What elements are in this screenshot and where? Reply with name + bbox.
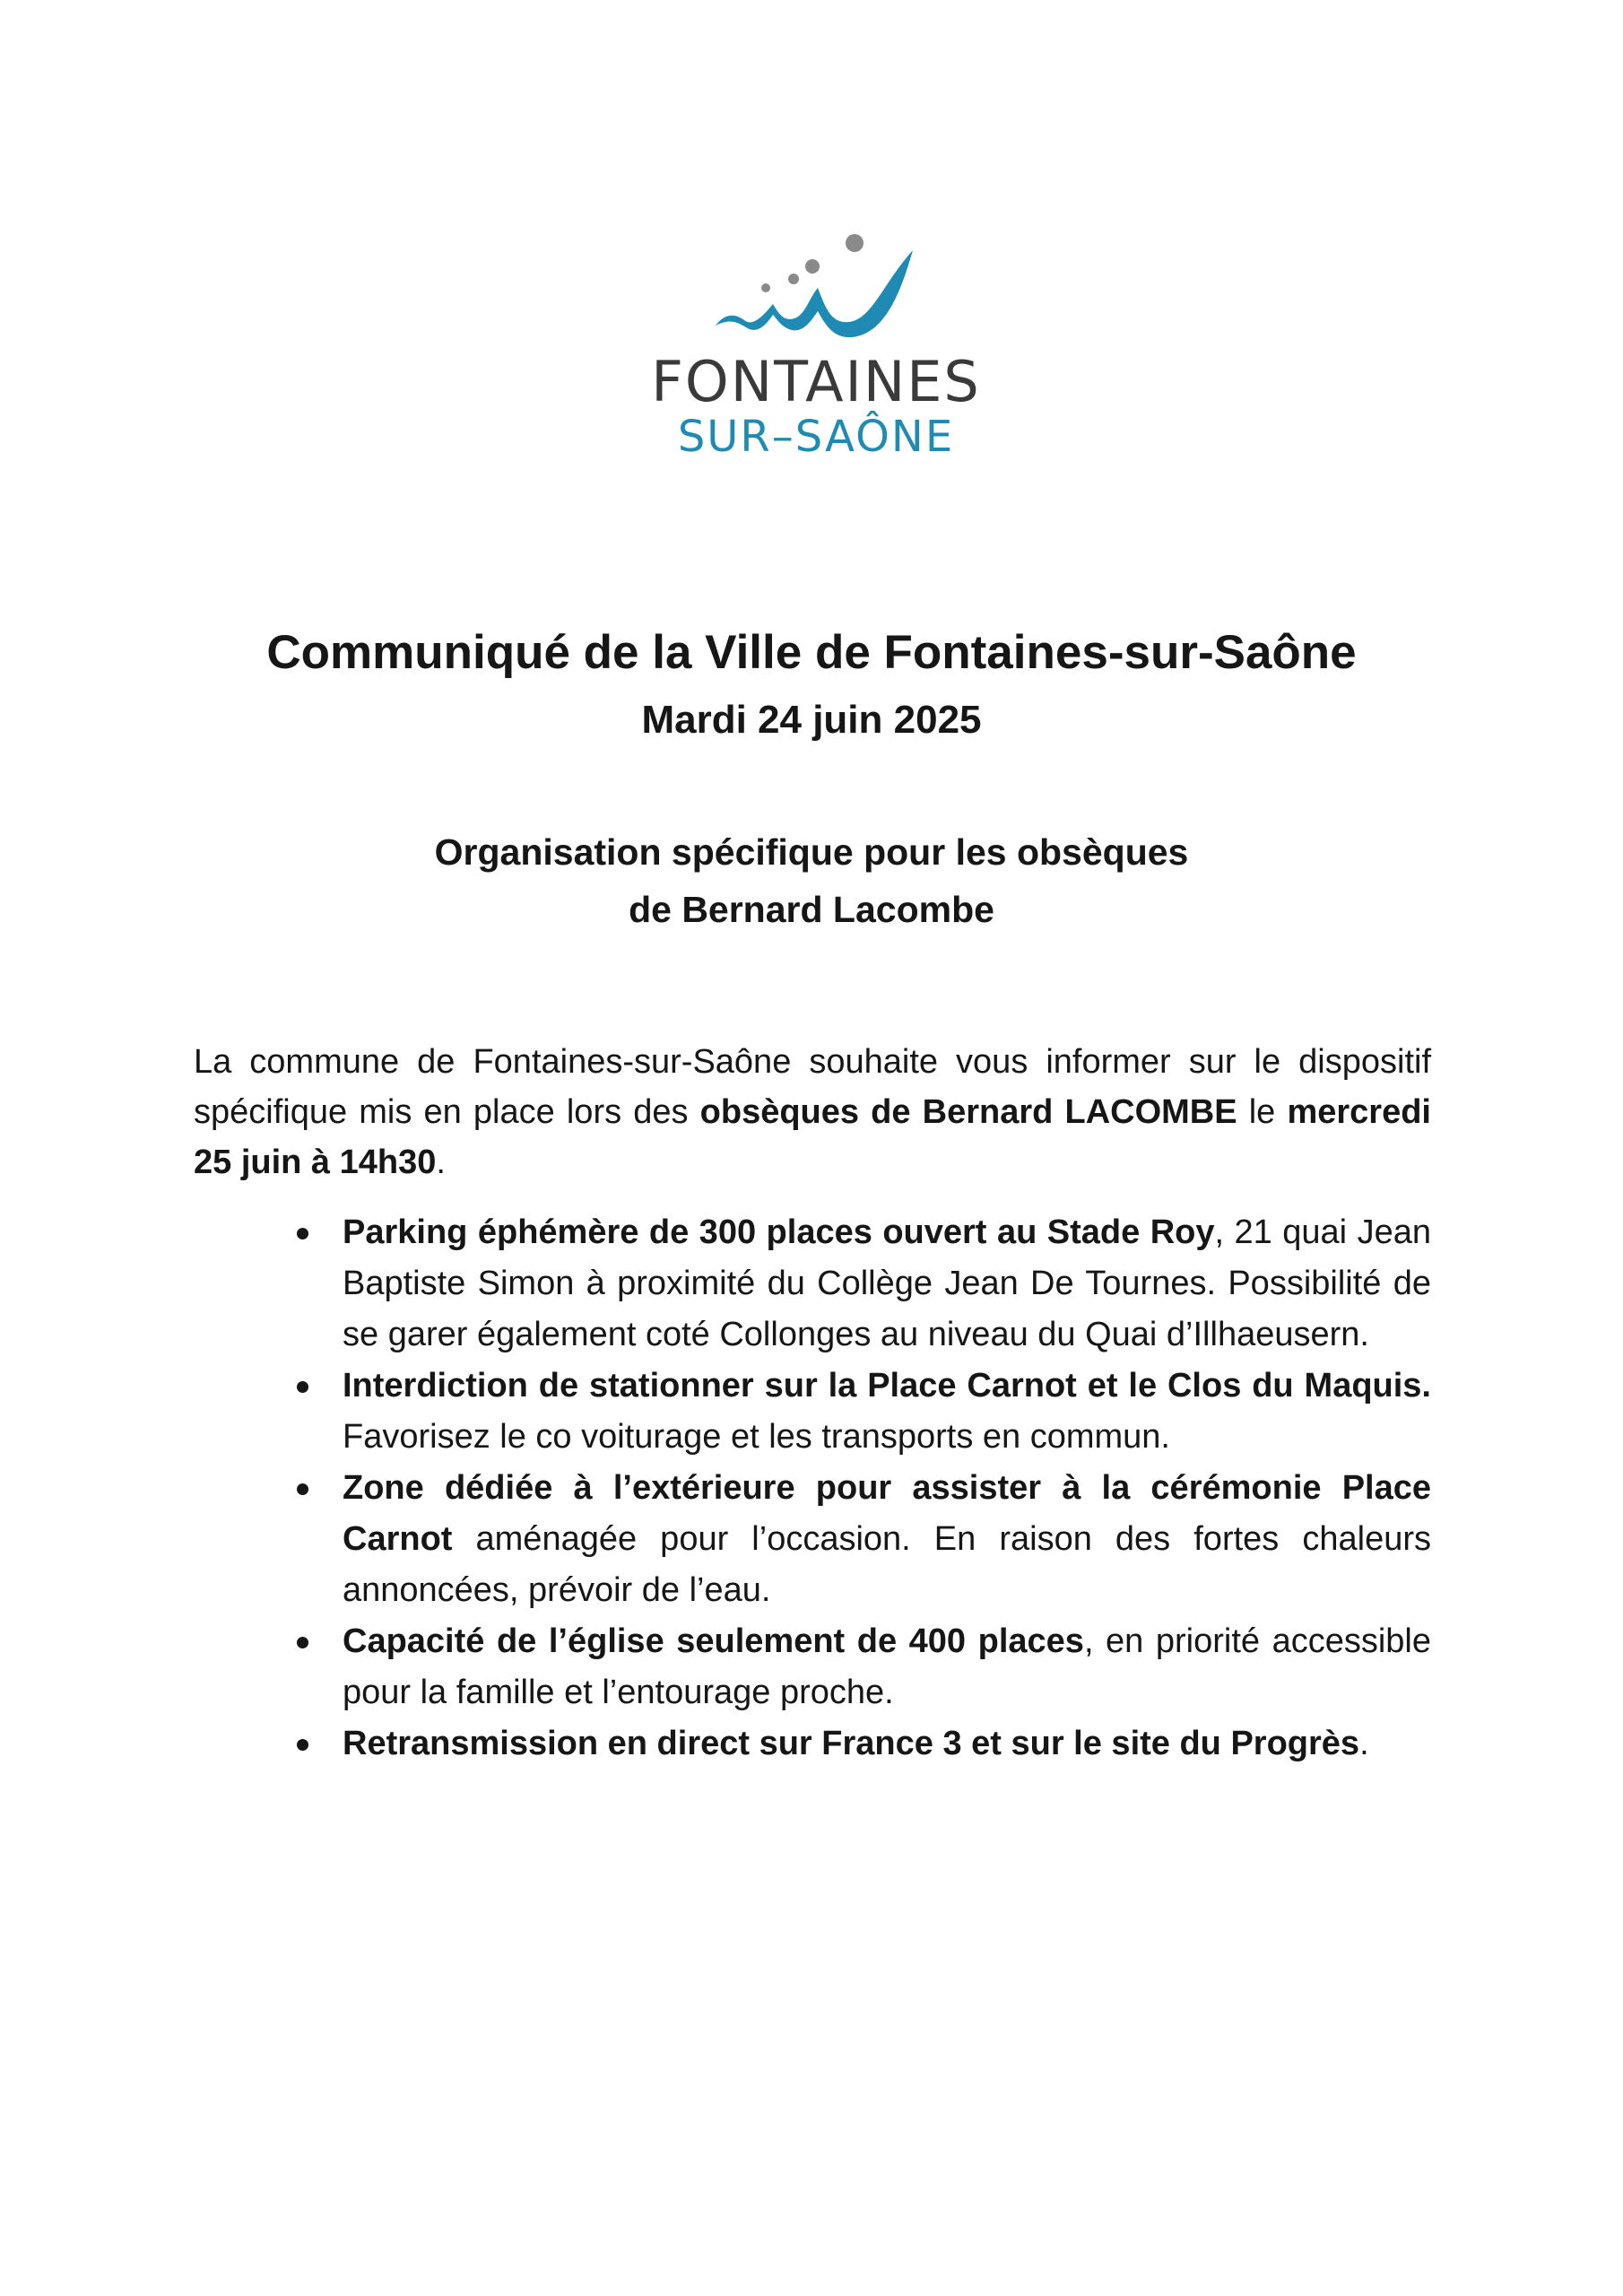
list-item-text: , en priorité accessible pour la famille et l’entourage proche.: [343, 1622, 1431, 1711]
list-item-text: Favorisez le co voiturage et les transports en commun.: [343, 1418, 1170, 1456]
list-item-text: , 21 quai Jean Baptiste Simon à proximité du Collège Jean De Tournes. Possibilité de se garer également coté Collonges au niveau du Quai d’Illhaeusern.: [343, 1213, 1431, 1353]
city-logo: [637, 229, 995, 471]
logo-text-sur-saone: SUR–SAÔNE: [677, 412, 955, 462]
list-item: [194, 1718, 1431, 1770]
subtitle-line-2: de Bernard Lacombe: [629, 889, 994, 930]
measures-list: [194, 1207, 1431, 1770]
bullet-icon: [297, 1739, 308, 1751]
bullet-icon: [297, 1228, 308, 1239]
list-item-bold: Parking éphémère de 300 places ouvert au Stade Roy: [343, 1213, 1215, 1251]
list-item-bold: Retransmission en direct sur France 3 et sur le site du Progrès: [343, 1725, 1360, 1762]
page-title: Communiqué de la Ville de Fontaines-sur-Saône: [266, 626, 1357, 679]
intro-bold-1: obsèques de Bernard LACOMBE: [699, 1093, 1237, 1131]
intro-bold-2: mercredi 25 juin à 14h30: [194, 1093, 1431, 1181]
page-date: Mardi 24 juin 2025: [641, 698, 982, 742]
bullet-icon: [297, 1483, 308, 1495]
list-item: [194, 1207, 1431, 1361]
bullet-icon: [297, 1381, 308, 1393]
list-item: [194, 1361, 1431, 1463]
list-item-bold: Interdiction de stationner sur la Place Carnot et le Clos du Maquis.: [343, 1367, 1431, 1405]
intro-paragraph: [194, 1037, 1431, 1187]
bullet-icon: [297, 1637, 308, 1648]
intro-text-2: le: [1237, 1093, 1288, 1131]
waves-logo-icon: [690, 229, 942, 341]
list-item-bold: Zone dédiée à l’extérieure pour assister à la cérémonie Place Carnot: [343, 1469, 1431, 1558]
intro-text-3: .: [436, 1144, 446, 1181]
list-item-text: .: [1359, 1725, 1369, 1762]
intro-text-1: La commune de Fontaines-sur-Saône souhaite vous informer sur le dispositif spécifique mis en place lors des: [194, 1043, 1431, 1131]
subtitle-line-1: Organisation spécifique pour les obsèques: [434, 831, 1189, 873]
list-item-text: aménagée pour l’occasion. En raison des fortes chaleurs annoncées, prévoir de l’eau.: [343, 1520, 1431, 1609]
subtitle: [0, 823, 1623, 938]
list-item: [194, 1463, 1431, 1616]
list-item: [194, 1616, 1431, 1718]
logo-text-fontaines: FONTAINES: [651, 349, 981, 414]
list-item-bold: Capacité de l’église seulement de 400 places: [343, 1622, 1084, 1660]
